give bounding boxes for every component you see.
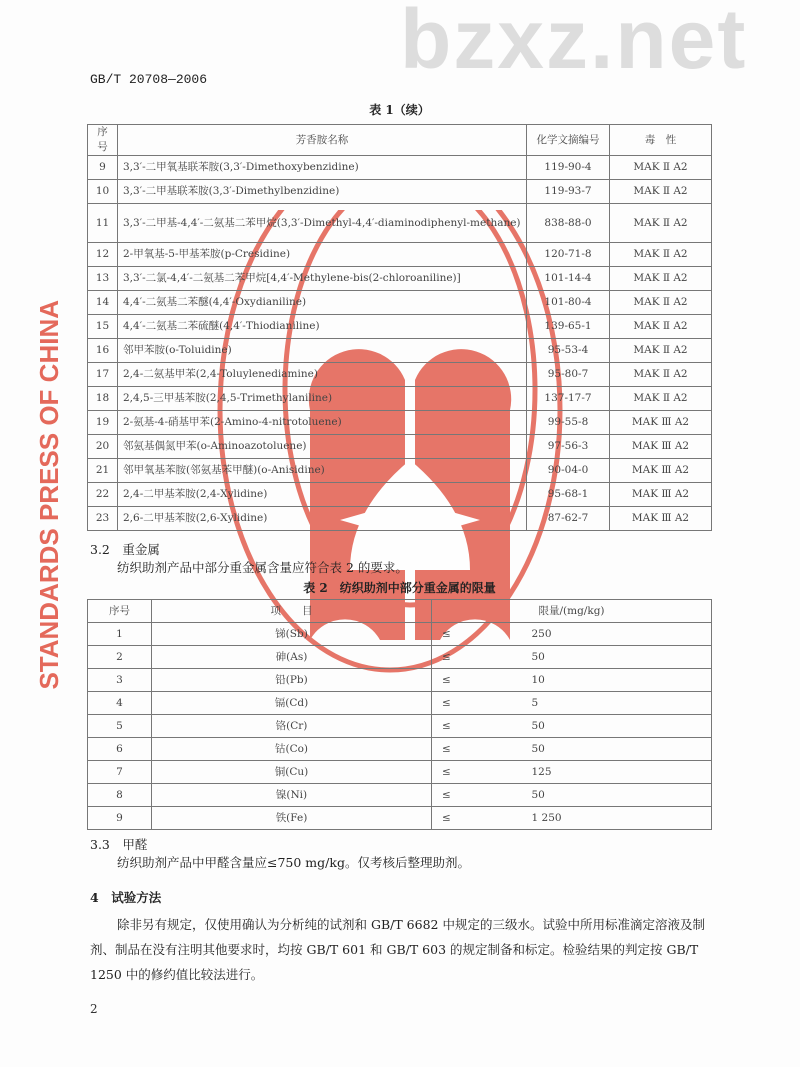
amine-name: 2,4,5-三甲基苯胺(2,4,5-Trimethylaniline) — [118, 387, 527, 411]
limit-value: 1 250 — [522, 807, 712, 830]
table-row — [88, 761, 712, 784]
metal-item: 铬(Cr) — [152, 715, 432, 738]
metal-item: 钴(Co) — [152, 738, 432, 761]
limit-value: 50 — [522, 646, 712, 669]
cas-number: 101-80-4 — [527, 291, 610, 315]
table-row — [88, 692, 712, 715]
metal-item: 铁(Fe) — [152, 807, 432, 830]
limit-value: 50 — [522, 738, 712, 761]
cas-number: 838-88-0 — [527, 204, 610, 243]
comparison-operator: ≤ — [432, 715, 522, 738]
col-header: 项 目 — [152, 600, 432, 623]
amine-name: 4,4′-二氨基二苯硫醚(4,4′-Thiodianiline) — [118, 315, 527, 339]
cas-number: 101-14-4 — [527, 267, 610, 291]
table-row — [88, 339, 712, 363]
row-number: 23 — [88, 507, 118, 531]
comparison-operator: ≤ — [432, 738, 522, 761]
cas-number: 119-93-7 — [527, 180, 610, 204]
amine-name: 2,4-二甲基苯胺(2,4-Xylidine) — [118, 483, 527, 507]
col-header: 限量/(mg/kg) — [432, 600, 712, 623]
row-number: 8 — [88, 784, 152, 807]
table-row — [88, 807, 712, 830]
row-number: 16 — [88, 339, 118, 363]
comparison-operator: ≤ — [432, 784, 522, 807]
amine-name: 3,3′-二甲基联苯胺(3,3′-Dimethylbenzidine) — [118, 180, 527, 204]
section-3-3-heading: 3.3 甲醛 — [90, 837, 148, 852]
row-number: 22 — [88, 483, 118, 507]
amine-name: 邻氨基偶氮甲苯(o-Aminoazotoluene) — [118, 435, 527, 459]
section-4-text: 除非另有规定，仅使用确认为分析纯的试剂和 GB/T 6682 中规定的三级水。试验中所用标准滴定溶液及制剂、制品在没有注明其他要求时，均按 GB/T 601 和 GB/T 603 的规定制备和标定。检验结果的判定按 GB/T 1250 中的修约值比较法进行。 — [90, 917, 705, 982]
cas-number: 139-65-1 — [527, 315, 610, 339]
amine-name: 2-甲氧基-5-甲基苯胺(p-Cresidine) — [118, 243, 527, 267]
metal-item: 铅(Pb) — [152, 669, 432, 692]
amine-name: 邻甲氧基苯胺(邻氨基苯甲醚)(o-Anisidine) — [118, 459, 527, 483]
metal-item: 锑(Sb) — [152, 623, 432, 646]
limit-value: 125 — [522, 761, 712, 784]
section-3-2-heading: 3.2 重金属 — [90, 542, 160, 557]
limit-value: 50 — [522, 784, 712, 807]
row-number: 15 — [88, 315, 118, 339]
table-header-row — [88, 600, 712, 623]
table-row — [88, 669, 712, 692]
col-header: 序号 — [88, 600, 152, 623]
amine-name: 2-氨基-4-硝基甲苯(2-Amino-4-nitrotoluene) — [118, 411, 527, 435]
cas-number: 120-71-8 — [527, 243, 610, 267]
limit-value: 250 — [522, 623, 712, 646]
watermark-site: bzxz.net — [400, 0, 748, 86]
row-number: 4 — [88, 692, 152, 715]
metal-item: 砷(As) — [152, 646, 432, 669]
table-row — [88, 387, 712, 411]
cas-number: 95-68-1 — [527, 483, 610, 507]
amine-name: 3,3′-二氯-4,4′-二氨基二苯甲烷[4,4′-Methylene-bis(2-chloroaniline)] — [118, 267, 527, 291]
table-heavy-metals — [87, 599, 712, 830]
row-number: 11 — [88, 204, 118, 243]
toxicity: MAK Ⅲ A2 — [610, 435, 712, 459]
cas-number: 90-04-0 — [527, 459, 610, 483]
comparison-operator: ≤ — [432, 761, 522, 784]
row-number: 10 — [88, 180, 118, 204]
table-row — [88, 204, 712, 243]
comparison-operator: ≤ — [432, 646, 522, 669]
table-row — [88, 291, 712, 315]
amine-name: 2,4-二氨基甲苯(2,4-Toluylenediamine) — [118, 363, 527, 387]
table1-caption: 表 1（续） — [369, 103, 430, 117]
limit-value: 10 — [522, 669, 712, 692]
cas-number: 95-53-4 — [527, 339, 610, 363]
metal-item: 镉(Cd) — [152, 692, 432, 715]
amine-name: 邻甲苯胺(o-Toluidine) — [118, 339, 527, 363]
comparison-operator: ≤ — [432, 807, 522, 830]
toxicity: MAK Ⅱ A2 — [610, 243, 712, 267]
table-row — [88, 411, 712, 435]
amine-name: 3,3′-二甲氧基联苯胺(3,3′-Dimethoxybenzidine) — [118, 156, 527, 180]
toxicity: MAK Ⅲ A2 — [610, 459, 712, 483]
toxicity: MAK Ⅱ A2 — [610, 315, 712, 339]
toxicity: MAK Ⅲ A2 — [610, 507, 712, 531]
cas-number: 97-56-3 — [527, 435, 610, 459]
row-number: 1 — [88, 623, 152, 646]
toxicity: MAK Ⅱ A2 — [610, 387, 712, 411]
row-number: 3 — [88, 669, 152, 692]
row-number: 2 — [88, 646, 152, 669]
row-number: 20 — [88, 435, 118, 459]
table-row — [88, 315, 712, 339]
row-number: 5 — [88, 715, 152, 738]
comparison-operator: ≤ — [432, 623, 522, 646]
toxicity: MAK Ⅱ A2 — [610, 180, 712, 204]
table-row — [88, 243, 712, 267]
row-number: 12 — [88, 243, 118, 267]
table-row — [88, 180, 712, 204]
table-row — [88, 483, 712, 507]
table-aromatic-amines — [87, 124, 712, 531]
metal-item: 镍(Ni) — [152, 784, 432, 807]
row-number: 19 — [88, 411, 118, 435]
row-number: 9 — [88, 156, 118, 180]
col-header: 毒 性 — [610, 125, 712, 156]
col-header: 序号 — [88, 125, 118, 156]
row-number: 9 — [88, 807, 152, 830]
comparison-operator: ≤ — [432, 692, 522, 715]
limit-value: 50 — [522, 715, 712, 738]
section-4-heading: 4 试验方法 — [90, 890, 162, 905]
table-row — [88, 623, 712, 646]
section-3-3-text: 纺织助剂产品中甲醛含量应≤750 mg/kg。仅考核后整理助剂。 — [117, 855, 470, 870]
cas-number: 119-90-4 — [527, 156, 610, 180]
amine-name: 3,3′-二甲基-4,4′-二氨基二苯甲烷(3,3′-Dimethyl-4,4′-diaminodiphenyl-methane) — [118, 204, 527, 243]
cas-number: 99-55-8 — [527, 411, 610, 435]
table-row — [88, 738, 712, 761]
row-number: 17 — [88, 363, 118, 387]
cas-number: 87-62-7 — [527, 507, 610, 531]
section-3-2-text: 纺织助剂产品中部分重金属含量应符合表 2 的要求。 — [117, 560, 408, 575]
comparison-operator: ≤ — [432, 669, 522, 692]
cas-number: 137-17-7 — [527, 387, 610, 411]
col-header: 芳香胺名称 — [118, 125, 527, 156]
table-row — [88, 784, 712, 807]
table-row — [88, 507, 712, 531]
table-row — [88, 715, 712, 738]
row-number: 14 — [88, 291, 118, 315]
toxicity: MAK Ⅱ A2 — [610, 204, 712, 243]
table-row — [88, 363, 712, 387]
document-content — [87, 0, 712, 1017]
table-header-row — [88, 125, 712, 156]
toxicity: MAK Ⅱ A2 — [610, 339, 712, 363]
page-number: 2 — [90, 1002, 98, 1016]
toxicity: MAK Ⅱ A2 — [610, 156, 712, 180]
table2-caption: 表 2 纺织助剂中部分重金属的限量 — [303, 581, 496, 595]
table-row — [88, 156, 712, 180]
row-number: 7 — [88, 761, 152, 784]
row-number: 13 — [88, 267, 118, 291]
toxicity: MAK Ⅲ A2 — [610, 411, 712, 435]
amine-name: 2,6-二甲基苯胺(2,6-Xylidine) — [118, 507, 527, 531]
col-header: 化学文摘编号 — [527, 125, 610, 156]
stamp-text: STANDARDS PRESS OF CHINA — [34, 300, 64, 690]
table-row — [88, 646, 712, 669]
amine-name: 4,4′-二氨基二苯醚(4,4′-Oxydianiline) — [118, 291, 527, 315]
limit-value: 5 — [522, 692, 712, 715]
metal-item: 铜(Cu) — [152, 761, 432, 784]
toxicity: MAK Ⅱ A2 — [610, 363, 712, 387]
table-row — [88, 435, 712, 459]
row-number: 6 — [88, 738, 152, 761]
table-row — [88, 267, 712, 291]
toxicity: MAK Ⅱ A2 — [610, 291, 712, 315]
table-row — [88, 459, 712, 483]
row-number: 21 — [88, 459, 118, 483]
row-number: 18 — [88, 387, 118, 411]
cas-number: 95-80-7 — [527, 363, 610, 387]
standard-code: GB/T 20708—2006 — [90, 72, 208, 87]
toxicity: MAK Ⅱ A2 — [610, 267, 712, 291]
toxicity: MAK Ⅲ A2 — [610, 483, 712, 507]
